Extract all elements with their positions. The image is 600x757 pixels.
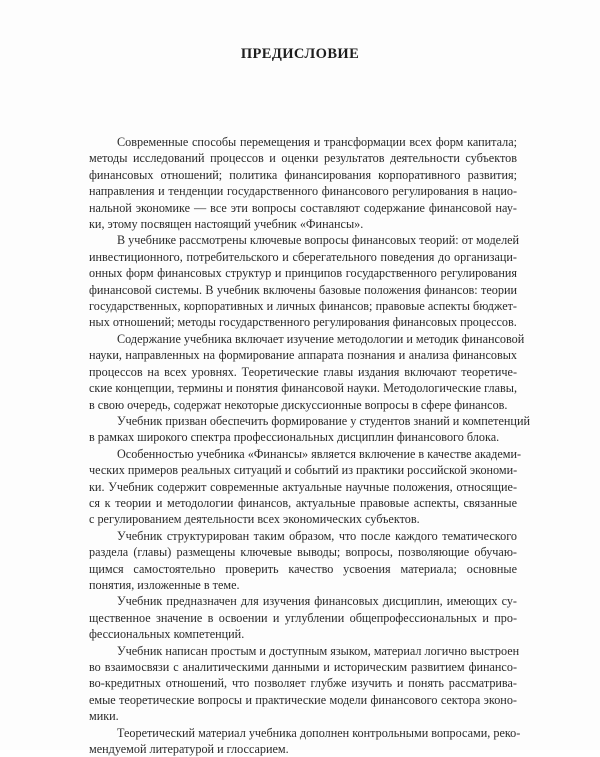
- paragraph-line: Содержание учебника включает изучение методологии и методик финансовой: [117, 331, 525, 346]
- paragraph: [89, 593, 517, 642]
- paragraph-line: Учебник призван обеспечить формирование у студентов знаний и компетенций: [117, 413, 530, 428]
- paragraph-line: во-кредитных отношений, что позволяет глубже изучить и понять рассматрива-: [89, 676, 517, 691]
- paragraph-line: процессов на всех уровнях. Теоретические главы издания включают теоретиче-: [89, 364, 517, 379]
- paragraph-line: мендуемой литературой и глоссарием.: [89, 742, 289, 757]
- paragraph-line: государственных, корпоративных и личных финансов; правовые аспекты бюджет-: [89, 299, 517, 314]
- paragraph-line: щественное значение в освоении и углублении общепрофессиональных и про-: [89, 610, 517, 625]
- paragraph-line: ных отношений; методы государственного регулирования финансовых процессов.: [89, 315, 517, 330]
- paragraph: [89, 725, 521, 757]
- paragraph-line: ки, этому посвящен настоящий учебник «Финансы».: [89, 217, 364, 232]
- paragraph: [89, 528, 517, 594]
- paragraph-line: нальной экономике — все эти вопросы составляют содержание финансовой нау-: [89, 200, 517, 215]
- body-text: [89, 134, 530, 757]
- paragraph-line: Особенностью учебника «Финансы» является включение в качестве академи-: [117, 446, 522, 461]
- paragraph: [89, 643, 520, 725]
- paragraph-line: с регулированием деятельности всех экономических субъектов.: [89, 512, 420, 527]
- paragraph-line: инвестиционного, потребительского и сберегательного поведения до организаци-: [89, 249, 517, 264]
- paragraph-line: ки. Учебник содержит современные актуальные научные положения, относящие-: [89, 479, 517, 494]
- paragraph-line: Учебник структурирован таким образом, что после каждого тематического: [117, 528, 517, 543]
- paragraph-line: в свою очередь, содержат некоторые дискуссионные вопросы в сфере финансов.: [89, 397, 508, 412]
- paragraph-line: во взаимосвязи с аналитическими данными и историческим развитием финансо-: [89, 660, 517, 674]
- paragraph: [89, 446, 522, 528]
- paragraph-line: методы исследований процессов и оценки результатов деятельности субъектов: [89, 151, 517, 166]
- paragraph-line: финансовой системы. В учебник включены базовые положения финансов: теории: [89, 282, 517, 297]
- paragraph-line: ся к теории и методологии финансов, актуальные правовые аспекты, связанные: [89, 495, 517, 510]
- paragraph-line: раздела (главы) размещены ключевые выводы; вопросы, позволяющие обучаю-: [89, 545, 517, 560]
- paragraph: [89, 413, 530, 446]
- paragraph-line: щимся самостоятельно проверить качество усвоения материала; основные: [89, 561, 517, 576]
- paragraph: [89, 331, 525, 413]
- paragraph-line: направления и тенденции государственного финансового регулирования в нацио-: [89, 184, 517, 199]
- paragraph-line: в рамках широкого спектра профессиональных дисциплин финансового блока.: [89, 430, 500, 445]
- paragraph-line: Теоретический материал учебника дополнен контрольными вопросами, реко-: [117, 725, 521, 740]
- paragraph-line: фессиональных компетенций.: [89, 627, 245, 642]
- paragraph-line: Учебник предназначен для изучения финансовых дисциплин, имеющих су-: [117, 594, 517, 609]
- paragraph-line: мики.: [89, 709, 119, 724]
- paragraph-line: науки, направленных на формирование аппарата познания и анализа финансовых: [89, 348, 517, 363]
- paragraph-line: Учебник написан простым и доступным языком, материал логично выстроен: [117, 643, 520, 658]
- paragraph-line: понятия, изложенные в теме.: [89, 577, 240, 592]
- paragraph-line: ские концепции, термины и понятия финансовой науки. Методологические главы,: [89, 381, 517, 396]
- paragraph-line: емые теоретические вопросы и практические модели финансового сектора эконо-: [89, 692, 517, 707]
- paragraph: [89, 232, 520, 330]
- paragraph-line: ческих примеров реальных ситуаций и событий из практики российской экономи-: [89, 463, 518, 478]
- paragraph-line: онных форм финансовых структур и принципов государственного регулирования: [89, 266, 517, 281]
- paragraph-line: финансовых отношений; политика финансирования корпоративного развития;: [89, 167, 517, 182]
- paragraph-line: Современные способы перемещения и трансформации всех форм капитала;: [117, 135, 517, 149]
- paragraph: [89, 134, 517, 232]
- page-title: ПРЕДИСЛОВИЕ: [240, 46, 360, 62]
- paragraph-line: В учебнике рассмотрены ключевые вопросы финансовых теорий: от моделей: [117, 233, 520, 248]
